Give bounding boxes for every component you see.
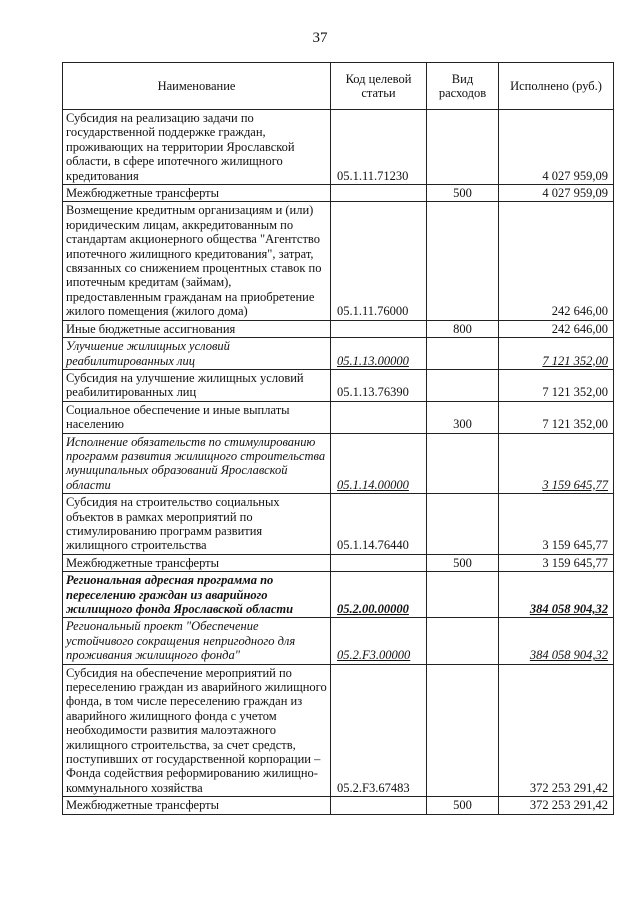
row-kind-cell [427,369,499,401]
table-row [63,494,614,555]
row-kind-cell: 500 [427,185,499,202]
row-code-cell [331,320,427,337]
row-name-cell: Субсидия на строительство социальных объектов в рамках мероприятий по стимулированию программ развития жилищного строительства [63,494,331,555]
row-code-cell: 05.1.13.00000 [331,338,427,370]
row-name-cell: Иные бюджетные ассигнования [63,320,331,337]
table-row [63,110,614,185]
row-name-cell: Межбюджетные трансферты [63,185,331,202]
header-code: Код целевой статьи [331,63,427,110]
table-row [63,185,614,202]
row-amount-cell: 7 121 352,00 [499,338,614,370]
row-name-cell: Возмещение кредитным организациям и (или) юридическим лицам, аккредитованным по стандартам акционерного общества "Агентство ипотечного жилищного кредитования", затрат, связанных со снижением процентных ставок по ипотечным кредитам (займам), предоставленным гражданам на приобретение жилого помещения (жилого дома) [63,202,331,320]
row-amount-cell: 7 121 352,00 [499,401,614,433]
row-name-cell: Субсидия на улучшение жилищных условий реабилитированных лиц [63,369,331,401]
row-amount-cell: 3 159 645,77 [499,433,614,494]
row-code-cell: 05.1.13.76390 [331,369,427,401]
table-row [63,554,614,571]
row-amount-cell: 372 253 291,42 [499,797,614,814]
row-kind-cell [427,338,499,370]
row-name-cell: Улучшение жилищных условий реабилитированных лиц [63,338,331,370]
table-row [63,433,614,494]
table-body [63,110,614,815]
row-code-cell: 05.1.11.71230 [331,110,427,185]
row-amount-cell: 242 646,00 [499,202,614,320]
row-code-cell [331,185,427,202]
row-kind-cell: 300 [427,401,499,433]
row-code-cell: 05.1.14.00000 [331,433,427,494]
table-row [63,797,614,814]
table-row [63,618,614,664]
row-code-cell: 05.2.F3.00000 [331,618,427,664]
row-name-cell: Межбюджетные трансферты [63,554,331,571]
row-name-cell: Исполнение обязательств по стимулированию программ развития жилищного строительства муниципальных образований Ярославской области [63,433,331,494]
row-amount-cell: 4 027 959,09 [499,185,614,202]
row-name-cell: Региональная адресная программа по переселению граждан из аварийного жилищного фонда Ярославской области [63,572,331,618]
row-kind-cell: 500 [427,797,499,814]
header-kind: Вид расходов [427,63,499,110]
table-row [63,202,614,320]
row-name-cell: Субсидия на обеспечение мероприятий по переселению граждан из аварийного жилищного фонда, в том числе переселению граждан из аварийного жилищного фонда с учетом необходимости развития малоэтажного жилищного строительства, за счет средств, поступивших от государственной корпорации – Фонда содействия реформированию жилищно-коммунального хозяйства [63,664,331,797]
row-kind-cell [427,202,499,320]
row-amount-cell: 7 121 352,00 [499,369,614,401]
row-amount-cell: 3 159 645,77 [499,494,614,555]
row-kind-cell [427,664,499,797]
row-kind-cell [427,618,499,664]
row-amount-cell: 384 058 904,32 [499,618,614,664]
table-row [63,338,614,370]
row-code-cell: 05.1.14.76440 [331,494,427,555]
table-row [63,369,614,401]
row-kind-cell [427,572,499,618]
row-name-cell: Социальное обеспечение и иные выплаты населению [63,401,331,433]
page-number: 37 [312,30,328,46]
table-row [63,572,614,618]
table-header-row [63,63,614,110]
row-amount-cell: 372 253 291,42 [499,664,614,797]
row-name-cell: Региональный проект "Обеспечение устойчивого сокращения непригодного для проживания жилищного фонда" [63,618,331,664]
row-code-cell: 05.2.00.00000 [331,572,427,618]
table-row [63,401,614,433]
table-row [63,320,614,337]
row-code-cell [331,401,427,433]
budget-table [62,62,614,815]
row-code-cell [331,797,427,814]
header-name: Наименование [63,63,331,110]
row-amount-cell: 3 159 645,77 [499,554,614,571]
row-amount-cell: 384 058 904,32 [499,572,614,618]
row-code-cell [331,554,427,571]
row-kind-cell: 800 [427,320,499,337]
row-amount-cell: 4 027 959,09 [499,110,614,185]
row-code-cell: 05.2.F3.67483 [331,664,427,797]
row-kind-cell [427,494,499,555]
row-kind-cell: 500 [427,554,499,571]
row-kind-cell [427,433,499,494]
row-name-cell: Субсидия на реализацию задачи по государственной поддержке граждан, проживающих на территории Ярославской области, в сфере ипотечного жилищного кредитования [63,110,331,185]
table-row [63,664,614,797]
row-name-cell: Межбюджетные трансферты [63,797,331,814]
row-amount-cell: 242 646,00 [499,320,614,337]
header-amount: Исполнено (руб.) [499,63,614,110]
row-kind-cell [427,110,499,185]
row-code-cell: 05.1.11.76000 [331,202,427,320]
